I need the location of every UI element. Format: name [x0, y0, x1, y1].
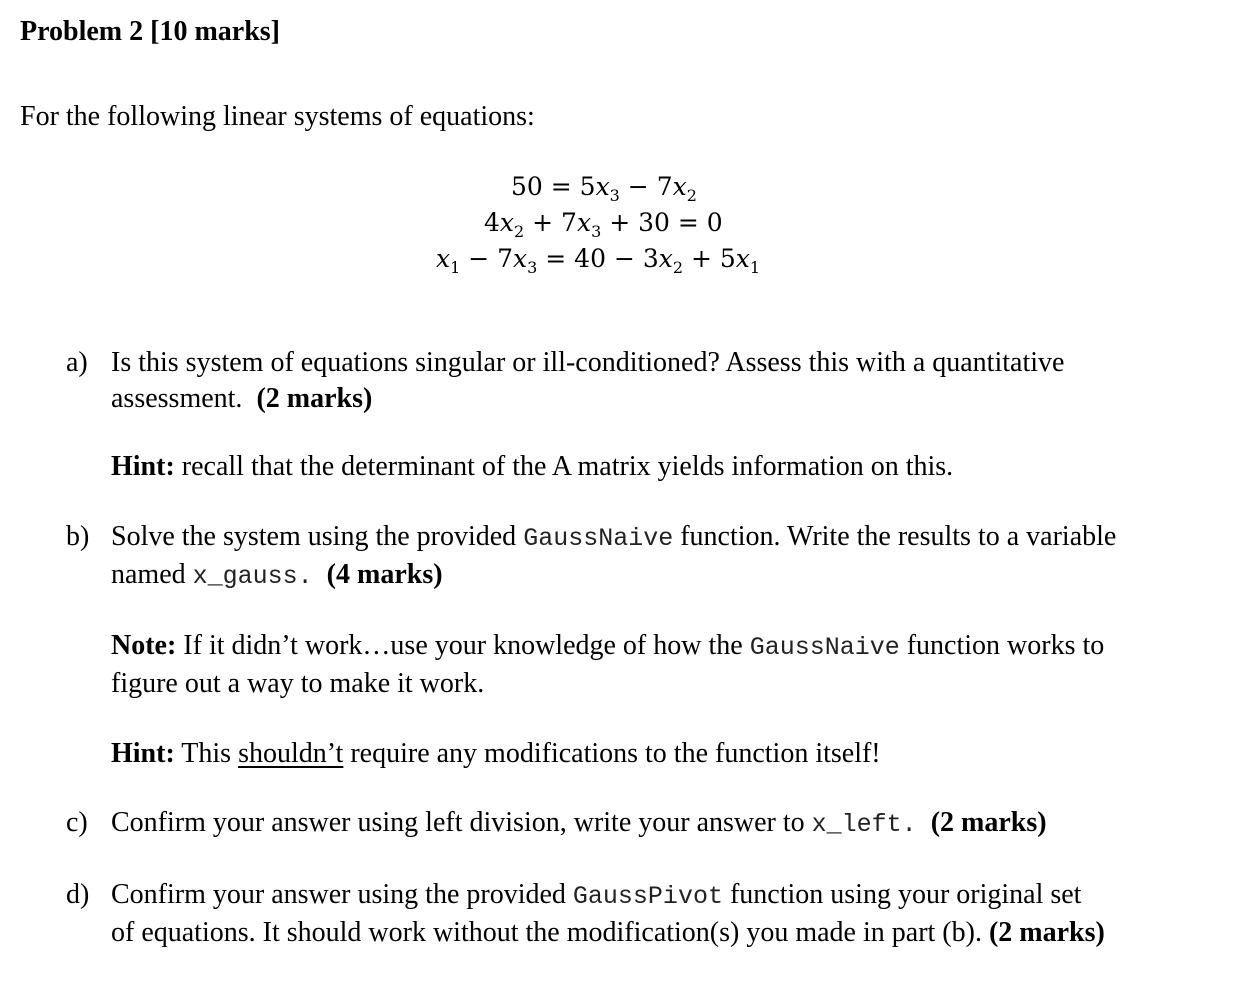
- eq1-coef-3: 5: [579, 172, 596, 201]
- part-c-pre: Confirm your answer using left division, write your answer to: [111, 807, 812, 838]
- eq1-lhs: 50: [511, 172, 543, 201]
- part-b-hint-post: require any modifications to the function itself!: [343, 738, 881, 769]
- eq2-coef-2: 4: [484, 208, 500, 237]
- part-b-line-2: [111, 557, 1201, 595]
- part-c-marks: (2 marks): [930, 807, 1047, 838]
- eq3-coef-2: 3: [642, 244, 659, 273]
- part-d-question: [111, 877, 1201, 951]
- eq3-var-3: x: [513, 244, 528, 273]
- part-c-letter: c): [66, 807, 88, 838]
- part-b-hint-label: Hint:: [111, 738, 175, 769]
- part-b-l2-pre: named: [111, 559, 193, 590]
- eq1-equals: =: [542, 172, 580, 201]
- eq3-coef-1: 5: [719, 244, 736, 273]
- part-b-l1-code: GaussNaive: [523, 524, 674, 553]
- part-a-question: [111, 345, 1201, 417]
- part-a-line-1: Is this system of equations singular or ill-conditioned? Assess this with a quantitative: [111, 347, 1065, 378]
- eq2-var-2: x: [499, 208, 515, 237]
- problem-title: Problem 2 [10 marks]: [20, 16, 280, 47]
- part-c-question: [111, 805, 1201, 843]
- part-d-l1-code: GaussPivot: [572, 882, 723, 911]
- eq2-sub-2: 2: [514, 222, 525, 241]
- equation-3: [436, 243, 760, 275]
- part-b-hint-underlined: shouldn’t: [238, 738, 344, 769]
- part-d-line-2: [111, 915, 1201, 951]
- part-b-note-pre: If it didn’t work…use your knowledge of how the: [176, 630, 750, 661]
- part-b-note-line-1: [111, 628, 1201, 666]
- eq2-sub-3: 3: [591, 222, 602, 241]
- eq3-rhs: = 40 −: [537, 244, 643, 273]
- eq2-plus-1: +: [524, 208, 562, 237]
- eq1-sub-3: 3: [609, 186, 620, 205]
- part-b-note-label: Note:: [111, 630, 177, 661]
- part-a-marks: (2 marks): [256, 383, 373, 414]
- part-d-l1-post: function using your original set: [722, 879, 1082, 910]
- part-b-note-code: GaussNaive: [749, 633, 900, 662]
- part-c-code: x_left.: [811, 810, 917, 839]
- part-d-l1-pre: Confirm your answer using the provided: [111, 879, 573, 910]
- eq3-sub-1: 1: [450, 258, 461, 277]
- part-d-marks: (2 marks): [988, 917, 1105, 948]
- eq2-var-3: x: [576, 208, 592, 237]
- part-b-marks: (4 marks): [326, 559, 443, 590]
- eq3-sub-3: 3: [527, 258, 538, 277]
- part-a-hint-text: recall that the determinant of the A matrix yields information on this.: [174, 451, 954, 482]
- eq1-coef-2: 7: [656, 172, 673, 201]
- part-b-question: [111, 519, 1201, 595]
- eq3-sub-2: 2: [672, 258, 684, 277]
- eq2-rest: + 30 = 0: [601, 208, 723, 237]
- equation-2: [484, 207, 723, 239]
- eq3-var-1: x: [436, 244, 451, 273]
- part-b-note-line-2: figure out a way to make it work.: [111, 668, 485, 699]
- eq3-plus: +: [683, 244, 720, 273]
- part-b-letter: b): [66, 521, 90, 552]
- eq1-var-2: x: [672, 172, 687, 201]
- eq2-coef-3: 7: [561, 208, 577, 237]
- part-a-hint-label: Hint:: [111, 451, 175, 482]
- eq3-sub-1b: 1: [749, 258, 761, 277]
- part-d-line-1: [111, 877, 1201, 915]
- part-b-l1-pre: Solve the system using the provided: [111, 521, 524, 552]
- part-b-hint-pre: This: [174, 738, 239, 769]
- part-d-letter: d): [66, 879, 90, 910]
- part-b-line-1: [111, 519, 1201, 557]
- eq1-sub-2: 2: [686, 186, 697, 205]
- eq1-var-3: x: [595, 172, 610, 201]
- part-b-l2-code: x_gauss.: [192, 562, 313, 591]
- part-b-l1-post: function. Write the results to a variable: [673, 521, 1117, 552]
- equation-1: [511, 171, 697, 203]
- part-a-line-2-text: assessment.: [111, 383, 243, 414]
- intro-text: For the following linear systems of equations:: [20, 101, 535, 132]
- eq3-var-2: x: [658, 244, 673, 273]
- eq3-var-1b: x: [735, 244, 750, 273]
- eq3-coef-3: 7: [497, 244, 514, 273]
- eq3-minus: −: [460, 244, 498, 273]
- part-a-letter: a): [66, 347, 88, 378]
- part-a-line-2: [111, 381, 1201, 417]
- part-d-l2-text: of equations. It should work without the modification(s) you made in part (b).: [111, 917, 982, 948]
- eq1-minus: −: [619, 172, 657, 201]
- part-b-note-post: function works to: [899, 630, 1105, 661]
